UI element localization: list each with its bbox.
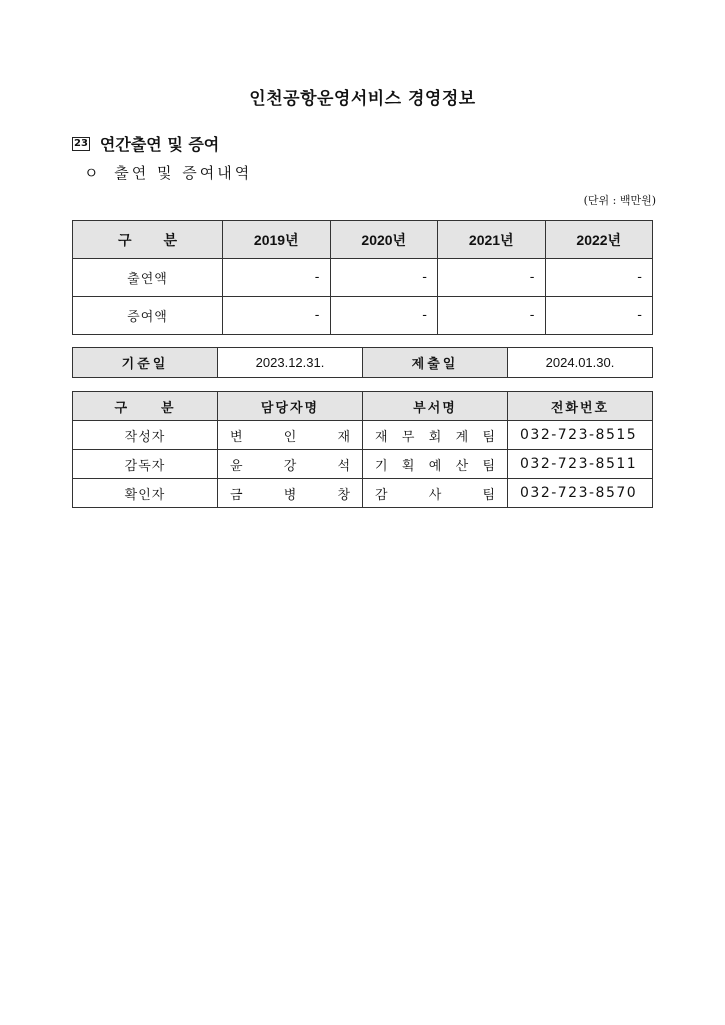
- base-date-label: 기준일: [73, 348, 218, 378]
- header-gubun-char: 구: [114, 400, 129, 416]
- cell-value: -: [545, 297, 653, 335]
- person-char: 인: [283, 429, 297, 445]
- header-gubun: [73, 392, 218, 421]
- section-number: 23: [74, 137, 88, 149]
- dept-char: 감: [375, 487, 388, 503]
- section-title: 연간출연 및 증여: [99, 135, 220, 154]
- dept-char: 계: [455, 429, 469, 445]
- dept-cell: [363, 450, 508, 479]
- dept-char: 팀: [482, 458, 495, 474]
- header-person: 담당자명: [218, 392, 363, 421]
- phone-cell: 032-723-8570: [508, 479, 653, 508]
- person-char: 병: [283, 487, 297, 503]
- header-year: 2022년: [545, 221, 653, 259]
- table-row: [73, 297, 653, 335]
- person-char: 창: [337, 487, 350, 503]
- dept-char: 사: [428, 487, 442, 503]
- dept-char: 무: [401, 429, 415, 445]
- dept-char: 재: [375, 429, 388, 445]
- submit-date-value: 2024.01.30.: [508, 348, 653, 378]
- dept-cell: [363, 421, 508, 450]
- row-label: 증여액: [73, 297, 223, 335]
- cell-value: -: [545, 259, 653, 297]
- table-row: [73, 421, 653, 450]
- person-cell: [218, 450, 363, 479]
- row-label: 출연액: [73, 259, 223, 297]
- base-date-value: 2023.12.31.: [218, 348, 363, 378]
- person-cell: [218, 421, 363, 450]
- role-cell: 감독자: [73, 450, 218, 479]
- person-char: 재: [337, 429, 350, 445]
- section-heading: [72, 132, 219, 155]
- bullet-icon: ㅇ: [84, 164, 99, 182]
- document-title: 인천공항운영서비스 경영정보: [249, 89, 476, 109]
- dept-cell: [363, 479, 508, 508]
- cell-value: -: [330, 259, 438, 297]
- dept-char: 회: [428, 429, 442, 445]
- header-year: 2021년: [438, 221, 546, 259]
- contact-table: [72, 391, 653, 508]
- table-row: [73, 450, 653, 479]
- dept-char: 획: [401, 458, 415, 474]
- header-year: 2020년: [330, 221, 438, 259]
- unit-label: (단위 : 백만원): [583, 194, 656, 207]
- dept-char: 팀: [482, 429, 495, 445]
- cell-value: -: [330, 297, 438, 335]
- date-table: [72, 347, 653, 378]
- dept-char: 팀: [482, 487, 495, 503]
- phone-cell: 032-723-8515: [508, 421, 653, 450]
- table-row: [73, 479, 653, 508]
- cell-value: -: [223, 259, 331, 297]
- role-cell: 작성자: [73, 421, 218, 450]
- dept-char: 기: [375, 458, 388, 474]
- cell-value: -: [438, 259, 546, 297]
- header-dept: 부서명: [363, 392, 508, 421]
- donation-table: [72, 220, 653, 335]
- phone-cell: 032-723-8511: [508, 450, 653, 479]
- header-gubun: [73, 221, 223, 259]
- header-phone: 전화번호: [508, 392, 653, 421]
- subheading: [84, 162, 252, 183]
- table-row: [73, 259, 653, 297]
- dept-char: 산: [455, 458, 469, 474]
- person-char: 석: [337, 458, 350, 474]
- submit-date-label: 제출일: [363, 348, 508, 378]
- table-header-row: [73, 221, 653, 259]
- dept-char: 예: [428, 458, 442, 474]
- cell-value: -: [223, 297, 331, 335]
- person-char: 윤: [230, 458, 243, 474]
- cell-value: -: [438, 297, 546, 335]
- header-gubun-char: 구: [117, 231, 132, 248]
- person-char: 금: [230, 487, 243, 503]
- person-char: 변: [230, 429, 243, 445]
- role-cell: 확인자: [73, 479, 218, 508]
- header-year: 2019년: [223, 221, 331, 259]
- person-cell: [218, 479, 363, 508]
- table-row: [73, 348, 653, 378]
- subheading-text: 출연 및 증여내역: [114, 164, 253, 182]
- header-gubun-char: 분: [163, 231, 178, 248]
- person-char: 강: [283, 458, 297, 474]
- table-header-row: [73, 392, 653, 421]
- header-gubun-char: 분: [161, 400, 176, 416]
